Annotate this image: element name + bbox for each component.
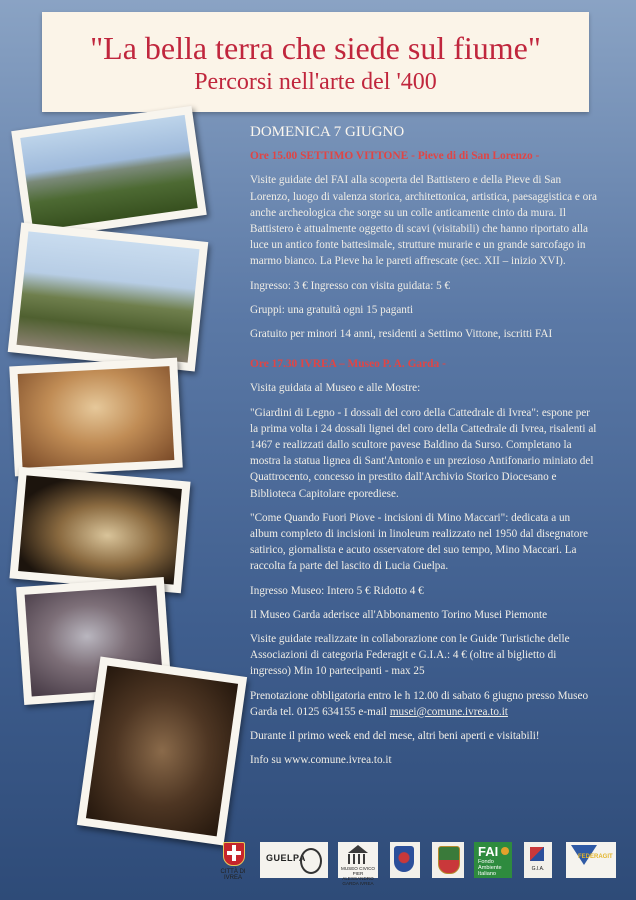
gia-logo-caption: G.I.A. bbox=[531, 866, 545, 872]
emblem-logo-b bbox=[432, 842, 464, 878]
museum-building-icon bbox=[348, 845, 368, 853]
weekend-note: Durante il primo week end del mese, altri beni aperti e visitabili! bbox=[250, 730, 540, 743]
fai-logo-text: FAI bbox=[478, 844, 499, 859]
page-subtitle: Percorsi nell'arte del '400 bbox=[194, 69, 437, 95]
illuminated-manuscript-photo bbox=[9, 467, 190, 594]
section1-groups: Gruppi: una gratuità ogni 15 paganti bbox=[250, 303, 414, 316]
section1-description: Visite guidate del FAI alla scoperta del Battistero e della Pieve di San Lorenzo, luogo di valenza storica, architettonica, artistica, paesaggistica e ora anche archeologica che sorge su un colle anticamente cinto da mura. Il Battistero è attualmente oggetto di scavi (visitabili) che hanno riportato alla luce un antico fonte battesimale, strutture murarie e un grande sarcofago in marmo bianco. La Pieve ha le pareti affrescate (sec. XII – inizio XVI). bbox=[250, 174, 597, 268]
pieve-hill-photo bbox=[8, 223, 209, 372]
exhibit-maccari: "Come Quando Fuori Piove - incisioni di Mino Maccari": dedicata a un album completo di incisioni in linoleum realizzato nel 1950 dal disegnatore satirico, giornalista e acuto osservatore del suo tempo, Mino Maccari. La raccolta fa parte del lascito di Lucia Guelpa. bbox=[250, 511, 589, 573]
fai-logo bbox=[474, 842, 512, 878]
info-link[interactable]: Info su www.comune.ivrea.to.it bbox=[250, 754, 392, 767]
city-ivrea-logo bbox=[216, 842, 250, 881]
mountain-church-photo bbox=[11, 106, 207, 240]
section1-prices: Ingresso: 3 € Ingresso con visita guidata: 5 € bbox=[250, 279, 451, 292]
city-logo-caption: CITTÀ DI IVREA bbox=[220, 869, 246, 881]
fai-dot-icon bbox=[501, 847, 509, 855]
event-content bbox=[250, 124, 598, 777]
wood-carving-photo bbox=[77, 657, 247, 846]
exhibit-giardini: "Giardini di Legno - I dossali del coro della Cattedrale di Ivrea": espone per la prima volta i 24 dossali lignei del coro della Cattedrale di Ivrea, risalenti al 1467 e realizzati dallo scultore pavese Baldino da Surso. Completano la mostra la statua lignea di Sant'Antonio e un prezioso Antifonario miniato del Quattrocento, concesso in prestito dall'Archivio Storico Diocesano e Biblioteca Capitolare eporediese. bbox=[250, 406, 597, 500]
booking-text: Prenotazione obbligatoria entro le h 12.00 di sabato 6 giugno presso Museo Garda tel. 0125 634155 e-mail bbox=[250, 689, 589, 718]
section2-intro: Visita guidata al Museo e alle Mostre: bbox=[250, 382, 421, 395]
emblem-logo-a bbox=[390, 842, 420, 878]
page-title: "La bella terra che siede sul fiume" bbox=[90, 30, 541, 66]
city-shield-icon bbox=[223, 842, 245, 866]
guelpa-logo-text: GUELPA bbox=[266, 853, 306, 863]
event-date: DOMENICA 7 GIUGNO bbox=[250, 124, 405, 140]
federagit-logo-caption: FEDERAGIT bbox=[578, 854, 613, 860]
gia-logo bbox=[524, 842, 552, 878]
guelpa-logo bbox=[260, 842, 328, 878]
sponsor-logos bbox=[216, 838, 626, 886]
section1-free: Gratuito per minori 14 anni, residenti a Settimo Vittone, iscritti FAI bbox=[250, 328, 553, 341]
section2-heading: Ore 17.30 IVREA – Museo P. A. Garda - bbox=[250, 358, 446, 371]
museum-prices: Ingresso Museo: Intero 5 € Ridotto 4 € bbox=[250, 584, 424, 597]
museo-logo-caption: MUSEO CIVICO PIER ALESSANDRO GARDA IVREA bbox=[341, 866, 375, 886]
museo-garda-logo bbox=[338, 842, 378, 886]
fai-logo-caption: Fondo Ambiente Italiano bbox=[478, 859, 502, 877]
guelpa-mark-icon bbox=[300, 848, 322, 874]
abbonamento-note: Il Museo Garda aderisce all'Abbonamento Torino Musei Piemonte bbox=[250, 608, 548, 621]
federagit-logo bbox=[566, 842, 616, 878]
section1-heading: Ore 15.00 SETTIMO VITTONE - Pieve di di San Lorenzo - bbox=[250, 150, 540, 163]
booking-note bbox=[250, 688, 598, 720]
title-banner bbox=[42, 12, 589, 112]
frescoed-apse-photo bbox=[9, 358, 183, 477]
email-link[interactable]: musei@comune.ivrea.to.it bbox=[389, 705, 508, 718]
guided-tours-note: Visite guidate realizzate in collaborazione con le Guide Turistiche delle Associazioni di categoria Federagit e G.I.A.: 4 € (oltre al biglietto di ingresso) Min 10 partecipanti - max 25 bbox=[250, 633, 570, 678]
